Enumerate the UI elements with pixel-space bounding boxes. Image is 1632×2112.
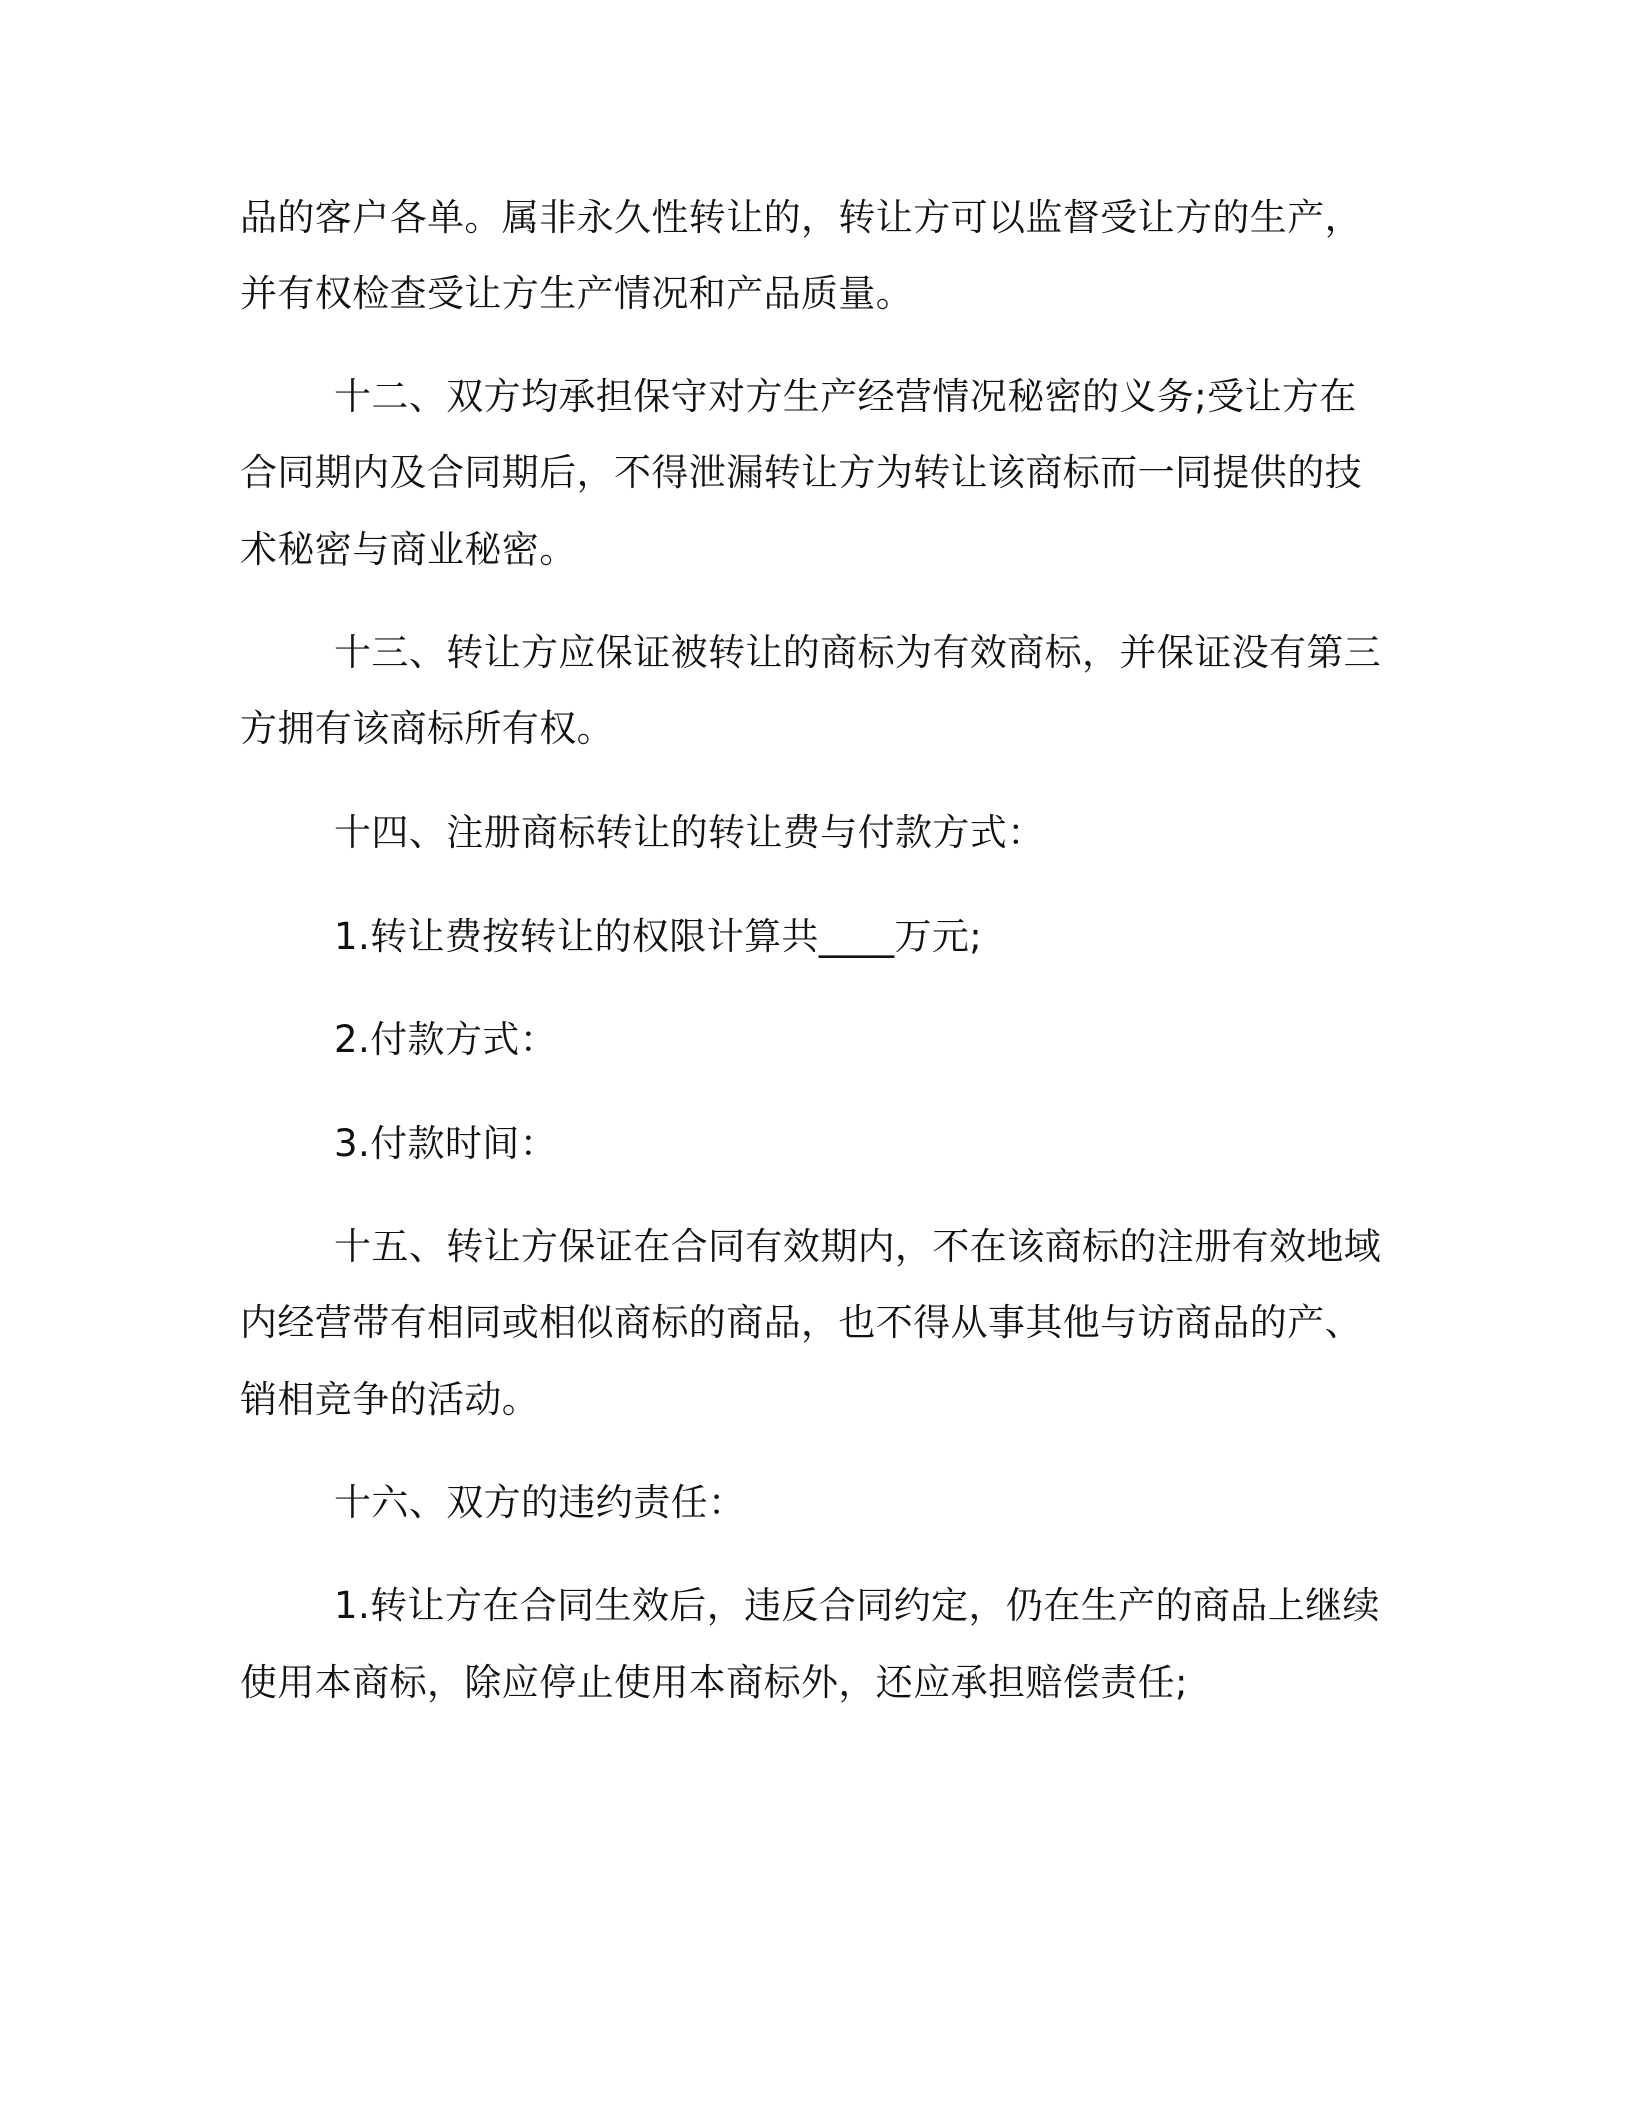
section-16-line: 十六、双方的违约责任： <box>334 1481 746 1524</box>
text-line: 销相竞争的活动。 <box>240 1378 540 1421</box>
item-fee-line: 1.转让费按转让的权限计算共____万元; <box>334 915 983 958</box>
section-13-line: 十三、转让方应保证被转让的商标为有效商标，并保证没有第三 <box>334 631 1382 674</box>
text-line: 使用本商标，除应停止使用本商标外，还应承担赔偿责任; <box>240 1661 1188 1704</box>
item-payment-time-line: 3.付款时间： <box>334 1122 558 1165</box>
section-12-line: 十二、双方均承担保守对方生产经营情况秘密的义务;受让方在 <box>334 375 1357 418</box>
text-line: 合同期内及合同期后，不得泄漏转让方为转让该商标而一同提供的技 <box>240 451 1362 494</box>
item-breach-line: 1.转让方在合同生效后，违反合同约定，仍在生产的商品上继续 <box>334 1584 1380 1627</box>
text-line: 品的客户各单。属非永久性转让的，转让方可以监督受让方的生产， <box>240 196 1362 239</box>
section-14-line: 十四、注册商标转让的转让费与付款方式： <box>334 811 1045 854</box>
text-line: 内经营带有相同或相似商标的商品，也不得从事其他与访商品的产、 <box>240 1301 1362 1344</box>
item-payment-method-line: 2.付款方式： <box>334 1018 558 1061</box>
text-line: 术秘密与商业秘密。 <box>240 528 577 571</box>
section-15-line: 十五、转让方保证在合同有效期内，不在该商标的注册有效地域 <box>334 1225 1382 1268</box>
text-line: 并有权检查受让方生产情况和产品质量。 <box>240 272 914 315</box>
text-line: 方拥有该商标所有权。 <box>240 707 614 750</box>
